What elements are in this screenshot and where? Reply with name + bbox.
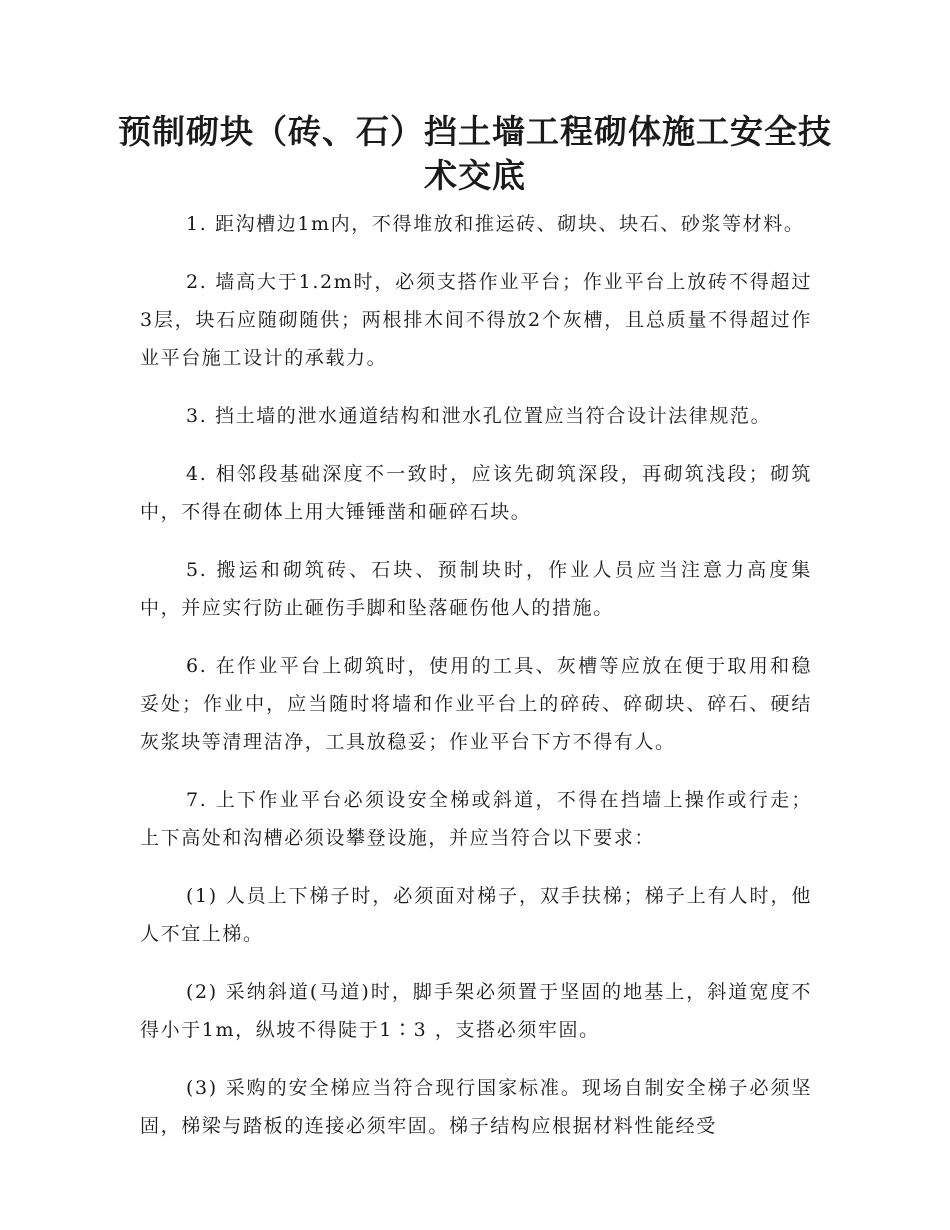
paragraph-6: 6. 在作业平台上砌筑时，使用的工具、灰槽等应放在便于取用和稳妥处；作业中，应当随时将墙和作业平台上的碎砖、碎砌块、碎石、硬结灰浆块等清理洁净，工具放稳妥；作业平台下方不得有人。 <box>140 655 812 753</box>
sub-item-1: (1) 人员上下梯子时，必须面对梯子，双手扶梯；梯子上有人时，他人不宜上梯。 <box>140 885 812 945</box>
paragraph-5: 5. 搬运和砌筑砖、石块、预制块时，作业人员应当注意力高度集中，并应实行防止砸伤手脚和坠落砸伤他人的措施。 <box>140 559 812 619</box>
paragraph-7: 7. 上下作业平台必须设安全梯或斜道，不得在挡墙上操作或行走；上下高处和沟槽必须设攀登设施，并应当符合以下要求： <box>140 789 812 849</box>
document-title: 预制砌块（砖、石）挡土墙工程砌体施工安全技术交底 <box>118 112 832 195</box>
paragraph-1: 1. 距沟槽边1m内，不得堆放和推运砖、砌块、块石、砂浆等材料。 <box>186 213 805 235</box>
sub-item-2: (2) 采纳斜道(马道)时，脚手架必须置于坚固的地基上，斜道宽度不得小于1m，纵坡不得陡于1∶3 ，支搭必须牢固。 <box>140 981 812 1041</box>
paragraph-2: 2. 墙高大于1.2m时，必须支搭作业平台；作业平台上放砖不得超过3层，块石应随砌随供；两根排木间不得放2个灰槽，且总质量不得超过作业平台施工设计的承载力。 <box>140 271 812 369</box>
paragraph-3: 3. 挡土墙的泄水通道结构和泄水孔位置应当符合设计法律规范。 <box>186 405 772 427</box>
document-body <box>140 205 812 1165</box>
sub-item-3: (3) 采购的安全梯应当符合现行国家标准。现场自制安全梯子必须坚固，梯梁与踏板的连接必须牢固。梯子结构应根据材料性能经受 <box>140 1077 812 1137</box>
paragraph-4: 4. 相邻段基础深度不一致时，应该先砌筑深段，再砌筑浅段；砌筑中，不得在砌体上用大锤锤凿和砸碎石块。 <box>140 463 812 523</box>
